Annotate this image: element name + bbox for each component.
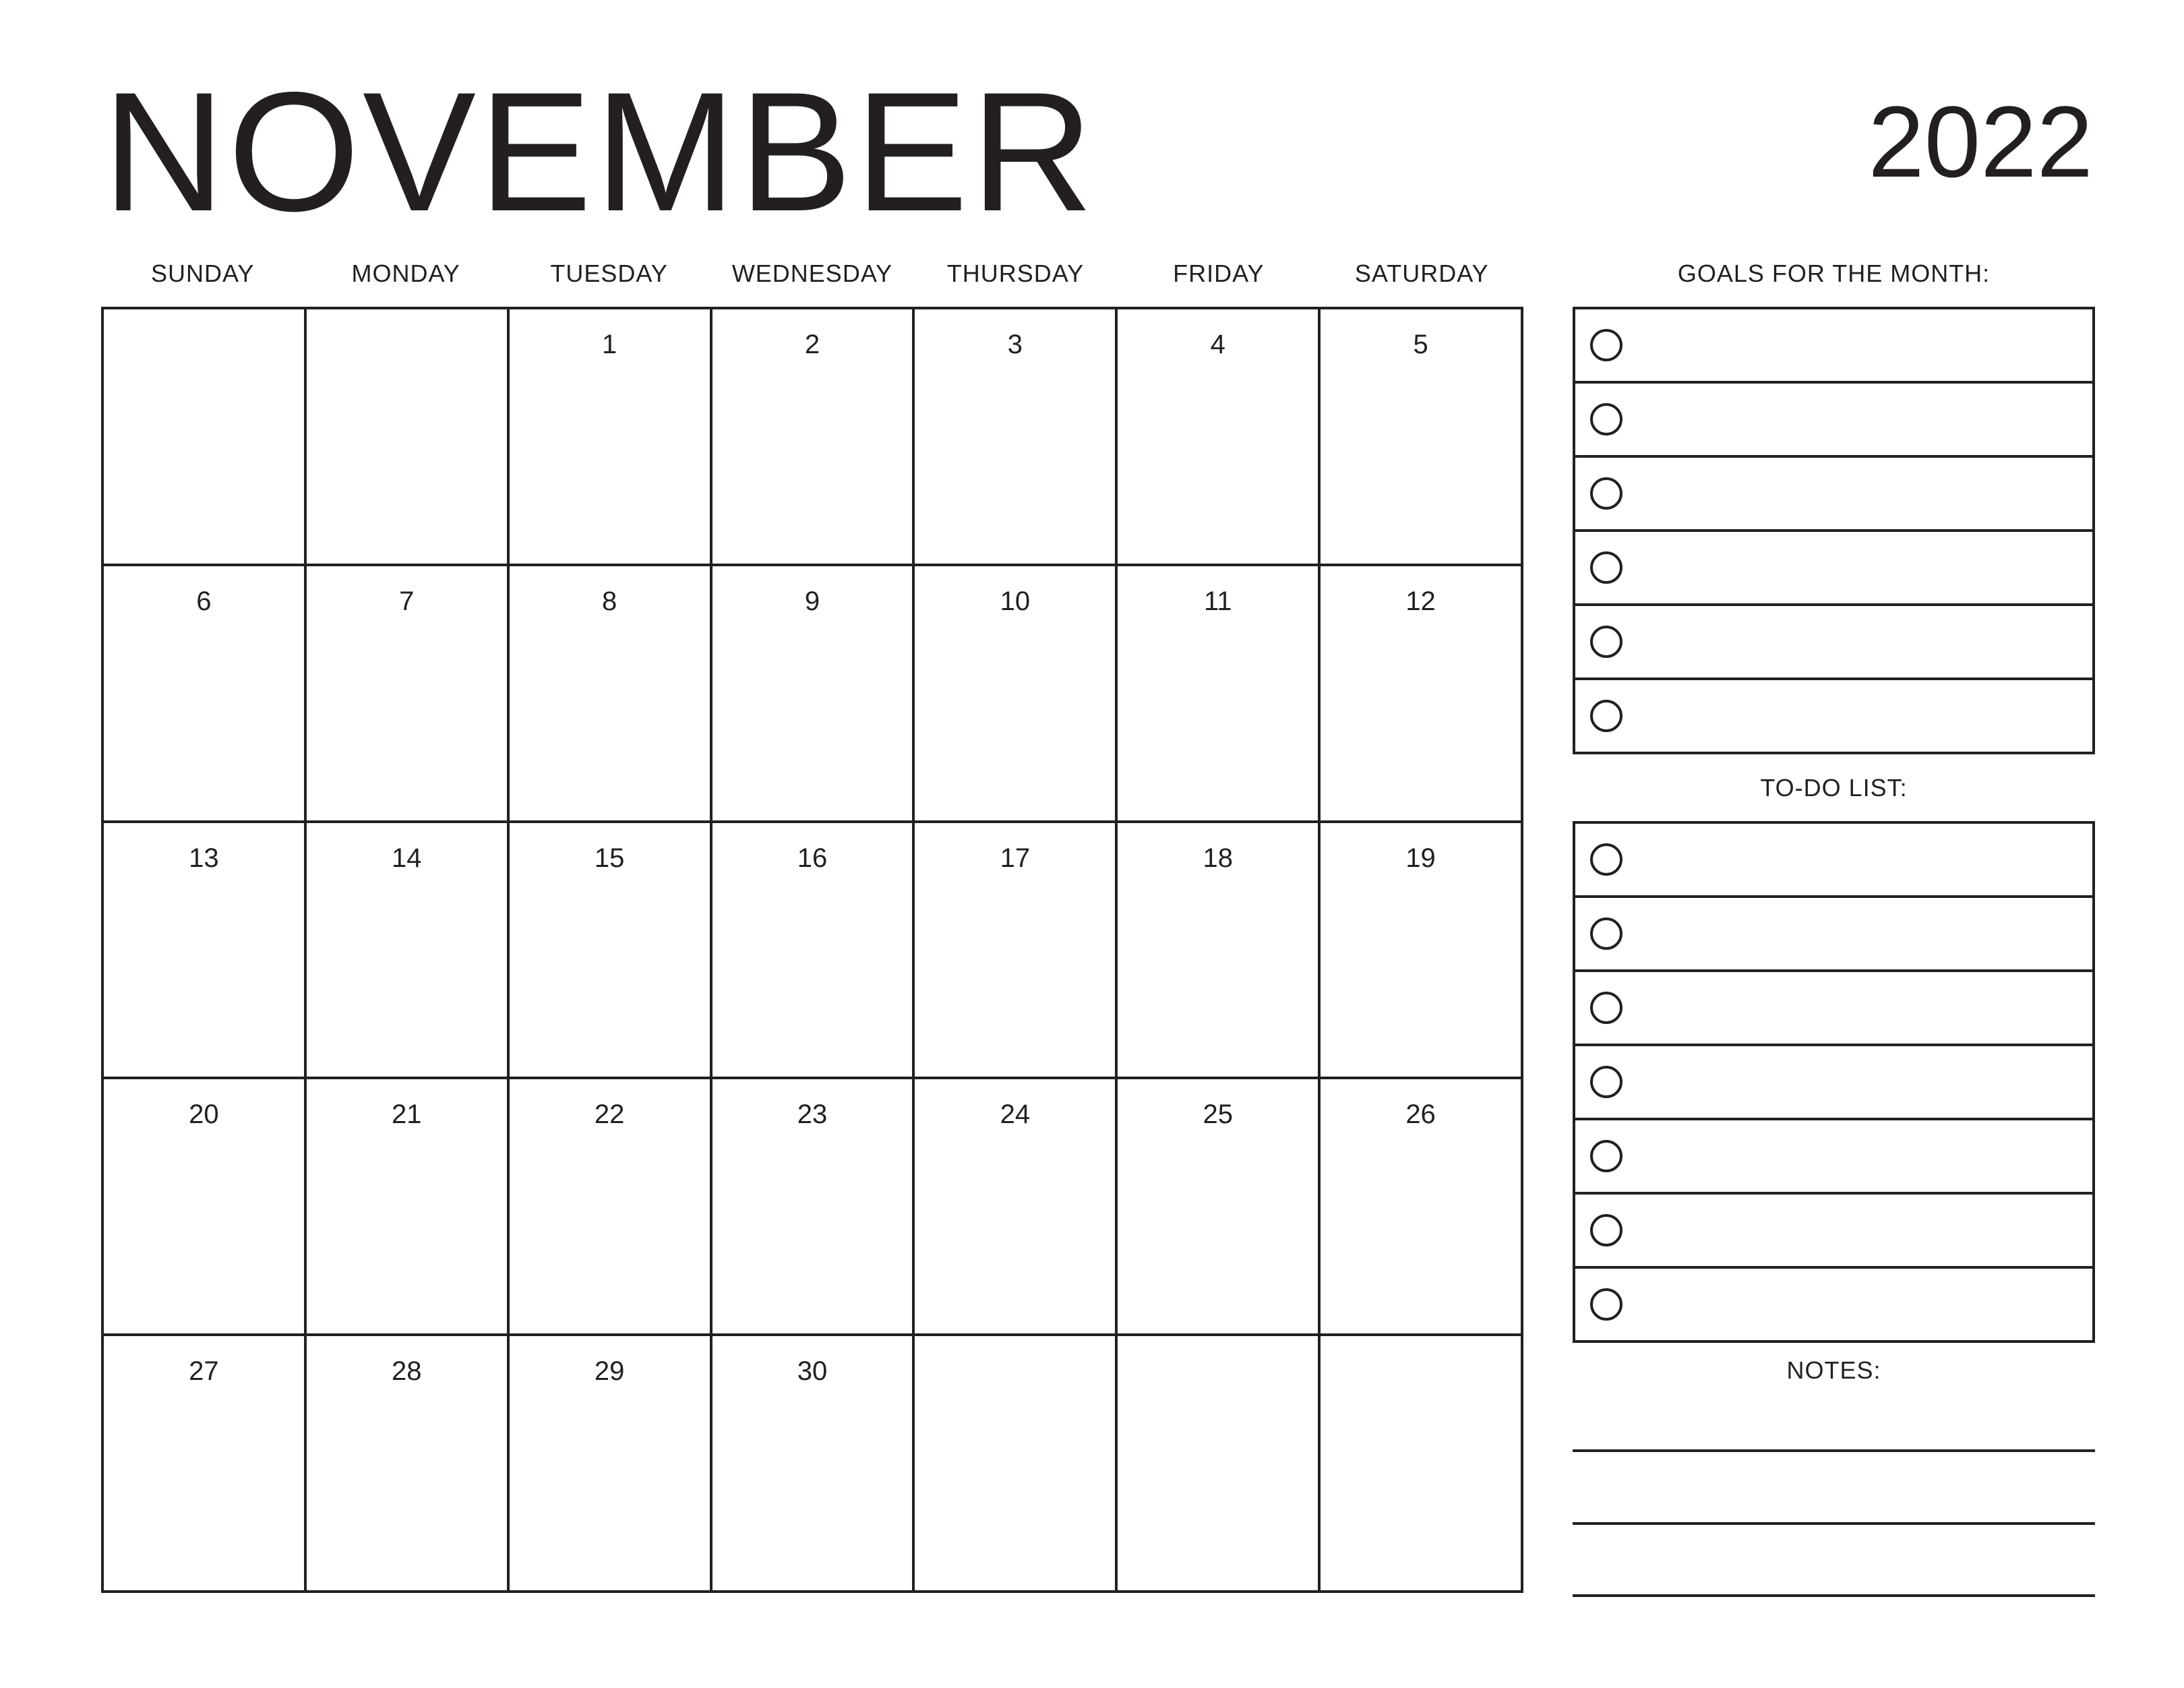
day-number: 25 (1203, 1099, 1233, 1130)
day-number: 12 (1405, 586, 1436, 616)
day-number: 22 (594, 1099, 625, 1130)
day-cell[interactable] (1118, 566, 1321, 823)
day-number: 3 (1007, 330, 1023, 359)
month-title: NOVEMBER (102, 57, 1097, 247)
day-cell[interactable] (510, 823, 712, 1080)
day-cell[interactable] (915, 823, 1118, 1080)
day-cell[interactable] (915, 309, 1118, 566)
day-number: 14 (392, 843, 422, 873)
day-number: 10 (1000, 586, 1031, 616)
day-cell[interactable] (1118, 823, 1321, 1080)
checkbox-circle-icon[interactable] (1590, 1214, 1622, 1246)
weekday-sunday: SUNDAY (151, 260, 255, 287)
notes-line[interactable] (1573, 1522, 2095, 1525)
day-cell[interactable] (1321, 1079, 1523, 1336)
notes-line[interactable] (1573, 1449, 2095, 1452)
day-number: 13 (189, 843, 219, 873)
checkbox-circle-icon[interactable] (1590, 403, 1622, 435)
day-cell[interactable] (712, 1079, 915, 1336)
year-title: 2022 (1868, 85, 2093, 198)
goal-row[interactable] (1575, 309, 2092, 384)
goal-row[interactable] (1575, 606, 2092, 680)
day-number: 24 (1000, 1099, 1031, 1130)
checkbox-circle-icon[interactable] (1590, 1288, 1622, 1321)
day-cell[interactable] (510, 1079, 712, 1336)
todo-row[interactable] (1575, 898, 2092, 972)
day-cell[interactable] (307, 309, 510, 566)
day-number: 27 (189, 1356, 219, 1387)
day-cell[interactable] (307, 823, 510, 1080)
checkbox-circle-icon[interactable] (1590, 1066, 1622, 1098)
todo-title: TO-DO LIST: (1760, 774, 1908, 802)
weekday-tuesday: TUESDAY (550, 260, 668, 287)
day-cell[interactable] (712, 823, 915, 1080)
day-number: 7 (399, 586, 415, 616)
day-number: 11 (1203, 586, 1232, 616)
weekday-thursday: THURSDAY (946, 260, 1085, 287)
day-number: 26 (1405, 1099, 1436, 1130)
todo-row[interactable] (1575, 972, 2092, 1046)
notes-title: NOTES: (1786, 1356, 1881, 1384)
day-cell[interactable] (510, 566, 712, 823)
day-number: 28 (392, 1356, 422, 1387)
todo-row[interactable] (1575, 1120, 2092, 1195)
day-number: 23 (797, 1099, 828, 1130)
day-cell[interactable] (915, 1079, 1118, 1336)
day-cell[interactable] (104, 309, 307, 566)
day-cell[interactable] (510, 309, 712, 566)
day-cell[interactable] (915, 566, 1118, 823)
day-cell[interactable] (104, 823, 307, 1080)
goals-checklist (1573, 307, 2095, 754)
weekday-monday: MONDAY (351, 260, 460, 287)
weekday-saturday: SATURDAY (1354, 260, 1489, 287)
day-number: 20 (189, 1099, 219, 1130)
weekday-header-row (101, 260, 1523, 288)
day-cell[interactable] (1118, 1079, 1321, 1336)
day-cell[interactable] (104, 1336, 307, 1593)
day-number: 16 (797, 843, 828, 873)
day-number: 17 (1000, 843, 1031, 873)
weekday-friday: FRIDAY (1173, 260, 1265, 287)
checkbox-circle-icon[interactable] (1590, 329, 1622, 361)
checkbox-circle-icon[interactable] (1590, 551, 1622, 584)
checkbox-circle-icon[interactable] (1590, 477, 1622, 510)
day-number: 30 (797, 1356, 828, 1387)
goal-row[interactable] (1575, 458, 2092, 532)
checkbox-circle-icon[interactable] (1590, 917, 1622, 950)
day-cell[interactable] (1321, 1336, 1523, 1593)
goal-row[interactable] (1575, 680, 2092, 754)
day-cell[interactable] (1118, 1336, 1321, 1593)
day-cell[interactable] (1321, 566, 1523, 823)
day-cell[interactable] (712, 1336, 915, 1593)
checkbox-circle-icon[interactable] (1590, 626, 1622, 658)
day-cell[interactable] (915, 1336, 1118, 1593)
day-cell[interactable] (307, 1079, 510, 1336)
todo-row[interactable] (1575, 1195, 2092, 1269)
day-number: 8 (602, 586, 617, 616)
checkbox-circle-icon[interactable] (1590, 700, 1622, 732)
day-number: 15 (594, 843, 625, 873)
day-number: 9 (804, 586, 820, 616)
day-cell[interactable] (307, 566, 510, 823)
day-cell[interactable] (104, 1079, 307, 1336)
todo-row[interactable] (1575, 1269, 2092, 1343)
todo-row[interactable] (1575, 1046, 2092, 1120)
day-number: 19 (1405, 843, 1436, 873)
day-number: 6 (196, 586, 212, 616)
weekday-wednesday: WEDNESDAY (731, 260, 893, 287)
day-cell[interactable] (1118, 309, 1321, 566)
day-number: 4 (1210, 330, 1225, 359)
notes-line[interactable] (1573, 1594, 2095, 1597)
day-number: 21 (392, 1099, 422, 1130)
day-number: 2 (804, 330, 820, 359)
day-cell[interactable] (1321, 309, 1523, 566)
goal-row[interactable] (1575, 384, 2092, 458)
day-number: 29 (594, 1356, 625, 1387)
checkbox-circle-icon[interactable] (1590, 843, 1622, 876)
day-number: 18 (1203, 843, 1233, 873)
day-cell[interactable] (510, 1336, 712, 1593)
todo-row[interactable] (1575, 824, 2092, 898)
day-cell[interactable] (712, 309, 915, 566)
day-cell[interactable] (104, 566, 307, 823)
day-number: 1 (602, 330, 617, 359)
day-cell[interactable] (307, 1336, 510, 1593)
day-cell[interactable] (712, 566, 915, 823)
checkbox-circle-icon[interactable] (1590, 1140, 1622, 1172)
goal-row[interactable] (1575, 532, 2092, 606)
day-cell[interactable] (1321, 823, 1523, 1080)
todo-checklist (1573, 821, 2095, 1343)
checkbox-circle-icon[interactable] (1590, 992, 1622, 1024)
calendar-grid (101, 307, 1523, 1593)
day-number: 5 (1413, 330, 1428, 359)
goals-title: GOALS FOR THE MONTH: (1677, 260, 1991, 287)
